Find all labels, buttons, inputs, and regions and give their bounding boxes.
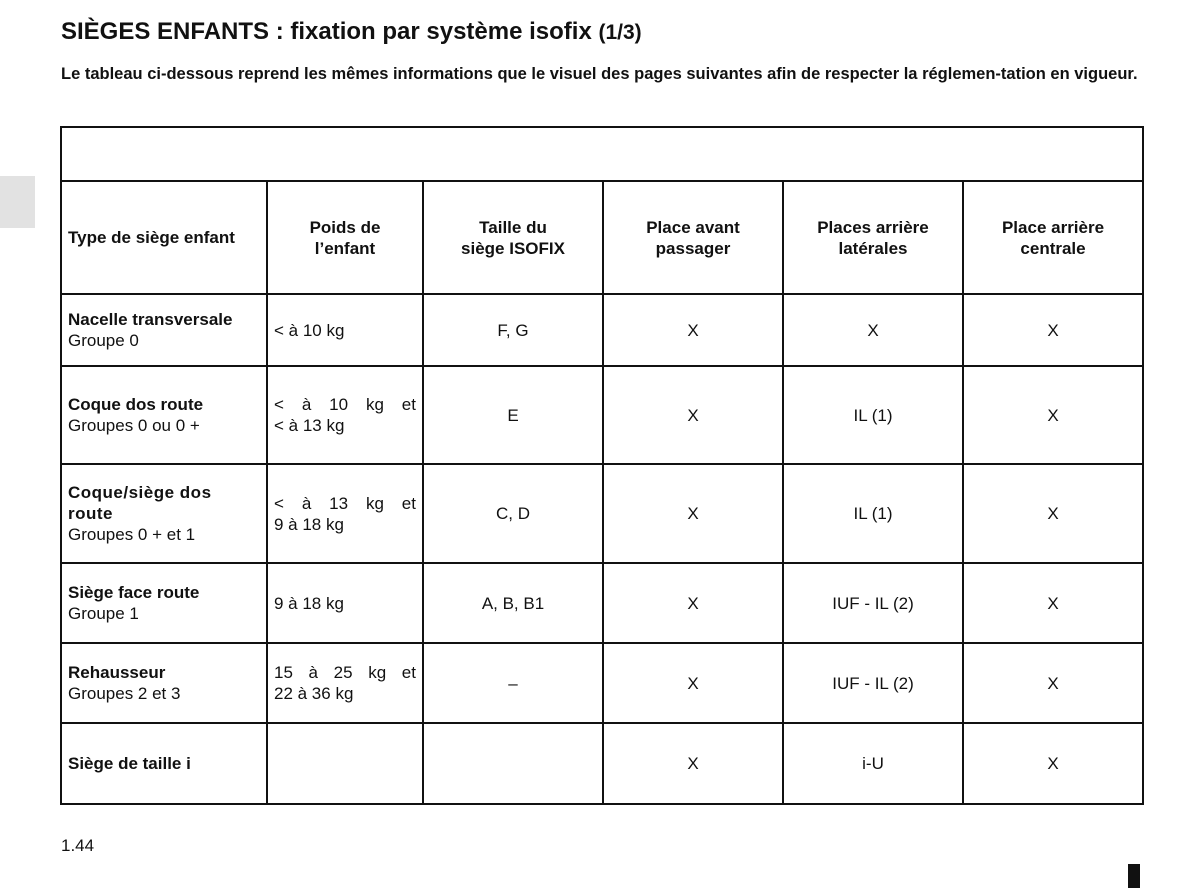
title-part: (1/3): [598, 21, 642, 44]
front-passenger-cell: X: [603, 563, 783, 643]
table-row: [61, 723, 1143, 804]
table-row: [61, 643, 1143, 723]
seat-group: Groupes 2 et 3: [68, 684, 181, 703]
intro-paragraph: Le tableau ci-dessous reprend les mêmes informations que le visuel des pages suivantes afin de respecter la réglemen-tation en vigueur.: [61, 65, 1138, 83]
table-row: [61, 464, 1143, 563]
front-passenger-cell: X: [603, 464, 783, 563]
front-passenger-cell: X: [603, 294, 783, 366]
seat-group: Groupe 1: [68, 604, 139, 623]
weight-cell: [267, 643, 423, 723]
seat-name: Coque/siège dos route: [68, 483, 212, 523]
weight-line: 9 à 18 kg: [274, 593, 344, 613]
weight-cell: [267, 723, 423, 804]
rear-center-cell: X: [963, 366, 1143, 464]
table-row: [61, 294, 1143, 366]
table-row: [61, 563, 1143, 643]
title-text: SIÈGES ENFANTS : fixation par système isofix: [61, 18, 592, 45]
header-rear-side: Places arrière latérales: [783, 181, 963, 294]
seat-group: Groupes 0 + et 1: [68, 525, 196, 544]
front-passenger-cell: X: [603, 643, 783, 723]
isofix-size-cell: F, G: [423, 294, 603, 366]
weight-line: 15 à 25 kg et: [274, 663, 416, 682]
seat-name: Siège face route: [68, 583, 200, 602]
weight-cell: [267, 563, 423, 643]
rear-side-cell: IL (1): [783, 366, 963, 464]
header-rear-center: Place arrière centrale: [963, 181, 1143, 294]
page-number: 1.44: [61, 836, 95, 855]
rear-side-cell: IUF - IL (2): [783, 563, 963, 643]
weight-line: < à 13 kg et: [274, 493, 416, 513]
weight-cell: [267, 464, 423, 563]
table-top-row: [61, 127, 1143, 181]
isofix-size-cell: C, D: [423, 464, 603, 563]
rear-side-cell: X: [783, 294, 963, 366]
rear-center-cell: X: [963, 563, 1143, 643]
weight-line: < à 10 kg: [274, 320, 345, 340]
rear-center-cell: X: [963, 464, 1143, 563]
seat-type-cell: [61, 643, 267, 723]
rear-side-cell: IL (1): [783, 464, 963, 563]
weight-line: < à 10 kg et: [274, 395, 416, 414]
seat-type-cell: [61, 464, 267, 563]
seat-type-cell: [61, 366, 267, 464]
isofix-table: [60, 126, 1144, 805]
header-weight: Poids de l’enfant: [267, 181, 423, 294]
seat-name: Siège de taille i: [68, 754, 191, 773]
isofix-size-cell: –: [423, 643, 603, 723]
header-front: Place avant passager: [603, 181, 783, 294]
table-top-cell: [61, 127, 1143, 181]
page-title: [61, 18, 642, 46]
seat-type-cell: [61, 723, 267, 804]
front-passenger-cell: X: [603, 723, 783, 804]
seat-name: Coque dos route: [68, 395, 204, 414]
rear-center-cell: X: [963, 643, 1143, 723]
seat-name: Rehausseur: [68, 663, 166, 682]
seat-group: Groupes 0 ou 0 +: [68, 416, 200, 435]
weight-line: 9 à 18 kg: [274, 514, 344, 534]
weight-line: 22 à 36 kg: [274, 684, 354, 703]
isofix-size-cell: [423, 723, 603, 804]
seat-group: Groupe 0: [68, 331, 139, 350]
header-size: Taille du siège ISOFIX: [423, 181, 603, 294]
rear-side-cell: i-U: [783, 723, 963, 804]
rear-center-cell: X: [963, 723, 1143, 804]
section-tab: [0, 176, 35, 228]
header-type: Type de siège enfant: [61, 181, 267, 294]
table-header-row: [61, 181, 1143, 294]
page-corner-mark: [1128, 864, 1140, 888]
rear-center-cell: X: [963, 294, 1143, 366]
table-row: [61, 366, 1143, 464]
seat-type-cell: [61, 294, 267, 366]
isofix-size-cell: A, B, B1: [423, 563, 603, 643]
weight-cell: [267, 294, 423, 366]
front-passenger-cell: X: [603, 366, 783, 464]
weight-cell: [267, 366, 423, 464]
isofix-size-cell: E: [423, 366, 603, 464]
weight-line: < à 13 kg: [274, 416, 345, 435]
seat-type-cell: [61, 563, 267, 643]
rear-side-cell: IUF - IL (2): [783, 643, 963, 723]
seat-name: Nacelle transversale: [68, 310, 233, 329]
